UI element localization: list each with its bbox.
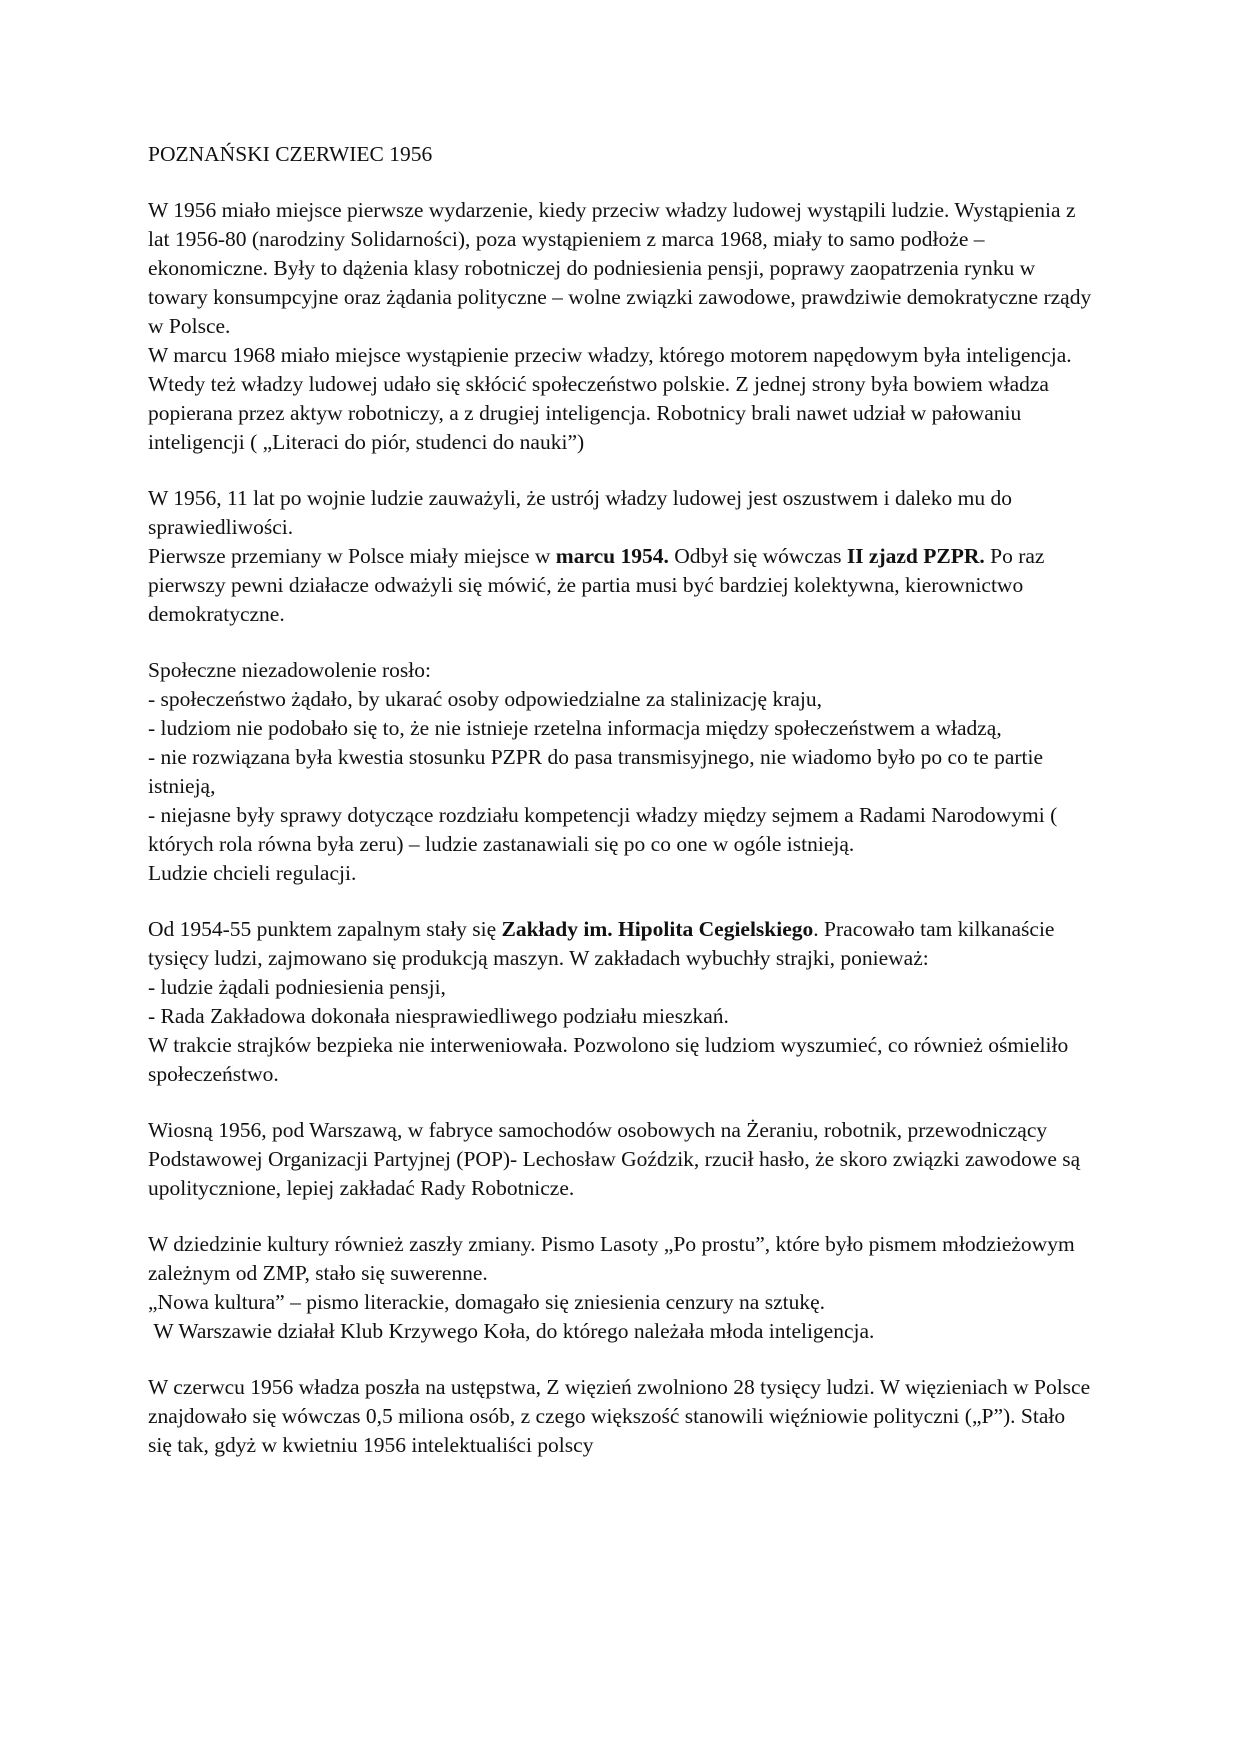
paragraph-2-text: W marcu 1968 miało miejsce wystąpienie przeciw władzy, którego motorem napędowym była inteligencja. Wtedy też władzy ludowej udało się skłócić społeczeństwo polskie. Z jednej strony była bowiem władza popierana przez aktyw robotniczy, a z drugiej inteligencja. Robotnicy brali nawet udział w pałowaniu inteligencji ( „Literaci do piór, studenci do nauki”) bbox=[148, 343, 1072, 454]
discontent-item: - społeczeństwo żądało, by ukarać osoby odpowiedzialne za stalinizację kraju, bbox=[148, 687, 822, 711]
paragraph-zeran bbox=[148, 1116, 1093, 1203]
paragraph-june-1956 bbox=[148, 1373, 1093, 1460]
discontent-item: - ludziom nie podobało się to, że nie istnieje rzetelna informacja między społeczeństwem a władzą, bbox=[148, 716, 1002, 740]
cegielski-tail: W trakcie strajków bezpieka nie interweniowała. Pozwolono się ludziom wyszumieć, co również ośmieliło społeczeństwo. bbox=[148, 1033, 1069, 1086]
paragraph-9-text: W czerwcu 1956 władza poszła na ustępstwa, Z więzień zwolniono 28 tysięcy ludzi. W więzieniach w Polsce znajdowało się wówczas 0,5 miliona osób, z czego większość stanowili więźniowie polityczni („P”). Stało się tak, gdyż w kwietniu 1956 intelektualiści polscy bbox=[148, 1375, 1091, 1457]
paragraph-4-bold-date: marcu 1954. bbox=[555, 544, 669, 568]
paragraph-4-bold-congress: II zjazd PZPR. bbox=[846, 544, 985, 568]
discontent-lead: Społeczne niezadowolenie rosło: bbox=[148, 658, 431, 682]
discontent-item: - nie rozwiązana była kwestia stosunku PZPR do pasa transmisyjnego, nie wiadomo było po co te partie istnieją, bbox=[148, 745, 1044, 798]
paragraph-cegielski bbox=[148, 915, 1093, 1089]
document-title: POZNAŃSKI CZERWIEC 1956 bbox=[148, 142, 433, 166]
paragraph-4-text-c: Odbył się wówczas bbox=[668, 544, 847, 568]
paragraph-first-changes bbox=[148, 542, 1093, 629]
paragraph-discontent bbox=[148, 656, 1093, 888]
culture-text-b: „Nowa kultura” – pismo literackie, domagało się zniesienia cenzury na sztukę. bbox=[148, 1290, 825, 1314]
paragraph-march-1968 bbox=[148, 341, 1093, 457]
paragraph-culture bbox=[148, 1230, 1093, 1346]
paragraph-4-text-d: Po raz pierwszy pewni działacze odważyli się mówić, że partia musi być bardziej kolektywna, kierownictwo demokratyczne. bbox=[148, 544, 1045, 626]
paragraph-4-text-a: Pierwsze przemiany w Polsce miały miejsce w bbox=[148, 544, 556, 568]
document-page bbox=[148, 140, 1093, 1460]
paragraph-1-text: W 1956 miało miejsce pierwsze wydarzenie, kiedy przeciw władzy ludowej wystąpili ludzie. Wystąpienia z lat 1956-80 (narodziny Solidarności), poza wystąpieniem z marca 1968, miały to samo podłoże – ekonomiczne. Były to dążenia klasy robotniczej do podniesienia pensji, poprawy zaopatrzenia rynku w towary konsumpcyjne oraz żądania polityczne – wolne związki zawodowe, prawdziwie demokratyczne rządy w Polsce. bbox=[148, 198, 1092, 338]
discontent-tail: Ludzie chcieli regulacji. bbox=[148, 861, 357, 885]
culture-text-c: W Warszawie działał Klub Krzywego Koła, do którego należała młoda inteligencja. bbox=[148, 1319, 875, 1343]
paragraph-7-text: Wiosną 1956, pod Warszawą, w fabryce samochodów osobowych na Żeraniu, robotnik, przewodniczący Podstawowej Organizacji Partyjnej (POP)- Lechosław Goździk, rzucił hasło, że skoro związki zawodowe są upolitycznione, lepiej zakładać Rady Robotnicze. bbox=[148, 1118, 1081, 1200]
cegielski-item: - ludzie żądali podniesienia pensji, bbox=[148, 975, 446, 999]
paragraph-intro bbox=[148, 196, 1093, 341]
cegielski-bold-name: Zakłady im. Hipolita Cegielskiego bbox=[501, 917, 814, 941]
paragraph-1956 bbox=[148, 484, 1093, 542]
cegielski-text-a: Od 1954-55 punktem zapalnym stały się bbox=[148, 917, 502, 941]
cegielski-lead bbox=[148, 915, 1093, 973]
paragraph-3-text: W 1956, 11 lat po wojnie ludzie zauważyli, że ustrój władzy ludowej jest oszustwem i daleko mu do sprawiedliwości. bbox=[148, 486, 1012, 539]
cegielski-text-c: . Pracowało tam kilkanaście tysięcy ludzi, zajmowano się produkcją maszyn. W zakładach wybuchły strajki, ponieważ: bbox=[148, 917, 1055, 970]
discontent-item: - niejasne były sprawy dotyczące rozdziału kompetencji władzy między sejmem a Radami Narodowymi ( których rola równa była zeru) – ludzie zastanawiali się po co one w ogóle istnieją. bbox=[148, 803, 1058, 856]
culture-text-a: W dziedzinie kultury również zaszły zmiany. Pismo Lasoty „Po prostu”, które było pismem młodzieżowym zależnym od ZMP, stało się suwerenne. bbox=[148, 1232, 1075, 1285]
cegielski-item: - Rada Zakładowa dokonała niesprawiedliwego podziału mieszkań. bbox=[148, 1004, 729, 1028]
